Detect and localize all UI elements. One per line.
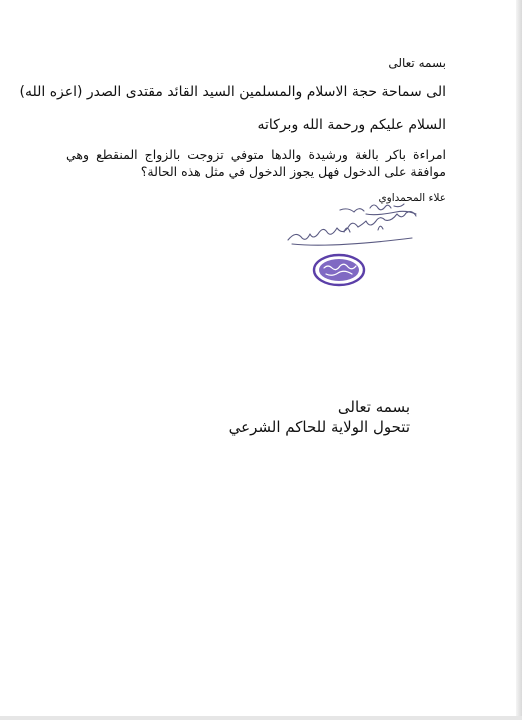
page-bottom-edge — [0, 716, 522, 720]
answer-ruling: تتحول الولاية للحاكم الشرعي — [228, 418, 410, 436]
answer-heading: بسمه تعالى — [337, 398, 410, 416]
question-greeting: السلام عليكم ورحمة الله وبركاته — [257, 117, 446, 133]
question-heading: بسمه تعالى — [388, 56, 446, 70]
handwritten-reply — [282, 194, 432, 254]
question-body: امراءة باكر بالغة ورشيدة والدها متوفي تزوجت بالزواج المنقطع وهي موافقة على الدخول فهل يجوز الدخول في مثل هذه الحالة؟ — [66, 147, 446, 179]
question-address: الى سماحة حجة الاسلام والمسلمين السيد القائد مقتدى الصدر (اعزه الله) — [19, 84, 446, 100]
page-edge-shadow — [516, 0, 522, 720]
question-signer: علاء المحمداوي — [378, 192, 446, 204]
official-seal — [312, 253, 366, 287]
